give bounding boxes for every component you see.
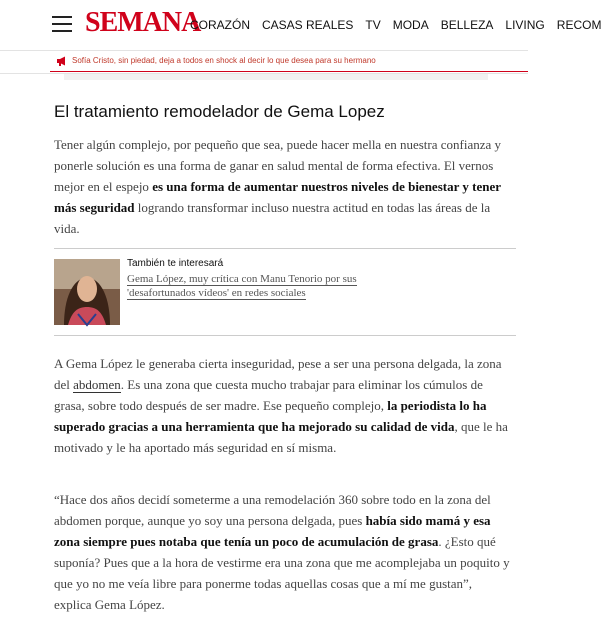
- top-header: [0, 0, 601, 51]
- nav-item-belleza[interactable]: BELLEZA: [440, 18, 494, 32]
- paragraph-bold: es una forma de aumentar nuestros niveles de bienestar y tener más seguridad: [54, 179, 501, 215]
- related-article-card[interactable]: [54, 248, 516, 336]
- nav-item-corazon[interactable]: CORAZÓN: [190, 18, 250, 32]
- related-label: También te interesará: [127, 258, 224, 269]
- nav-item-tv[interactable]: TV: [365, 18, 381, 32]
- nav-item-recom[interactable]: RECOM: [556, 18, 601, 32]
- paragraph-intro: [54, 134, 516, 239]
- paragraph-text: logrando transformar incluso nuestra actitud en todas las áreas de la vida.: [54, 200, 491, 236]
- paragraph-text: . ¿Esto qué suponía? Pues que a la hora de vestirme era una zona que me acomplejaba un poquito y que yo no me veía libre para ponerme todas aquellas cosas que a mí me gustan”, explica Gema López.: [54, 534, 510, 612]
- menu-icon[interactable]: [52, 16, 72, 32]
- paragraph-text: “Hace dos años decidí someterme a una remodelación 360 sobre todo en la zona del abdomen porque, aunque yo soy una persona delgada, pues: [54, 492, 491, 528]
- paragraph-text: . Es una zona que cuesta mucho trabajar para eliminar los cúmulos de grasa, sobre todo después de ser madre. Ese pequeño complejo,: [54, 377, 483, 413]
- megaphone-icon: [56, 56, 68, 66]
- paragraph-3: [54, 489, 510, 615]
- paragraph-text: , que le ha motivado y le ha aportado más seguridad en sí misma.: [54, 419, 508, 455]
- abdomen-link[interactable]: abdomen: [73, 377, 121, 392]
- portrait-image-icon: [54, 259, 120, 325]
- section-heading: El tratamiento remodelador de Gema Lopez: [54, 102, 385, 121]
- ad-placeholder: [64, 74, 488, 80]
- ticker-headline[interactable]: Sofía Cristo, sin piedad, deja a todos en shock al decir lo que desea para su hermano: [72, 56, 376, 65]
- breaking-ticker[interactable]: [0, 51, 528, 74]
- paragraph-bold: la periodista lo ha superado gracias a una herramienta que ha mejorado su calidad de vida: [54, 398, 487, 434]
- related-thumbnail[interactable]: [54, 259, 120, 325]
- article-body: [54, 100, 516, 239]
- paragraph-bold: había sido mamá y esa zona siempre pues notaba que tenía un poco de acumulación de grasa: [54, 513, 491, 549]
- main-nav: [190, 0, 601, 50]
- related-title[interactable]: [127, 272, 397, 300]
- nav-item-moda[interactable]: MODA: [392, 18, 429, 32]
- paragraph-text: Tener algún complejo, por pequeño que sea, puede hacer mella en nuestra confianza y ponerle solución es una forma de ganar en salud mental de forma efectiva. El vernos mejor en el espejo: [54, 137, 502, 194]
- related-title-link[interactable]: Gema López, muy crítica con Manu Tenorio por sus 'desafortunados vídeos' en redes sociales: [127, 273, 357, 299]
- nav-item-living[interactable]: LIVING: [505, 18, 545, 32]
- paragraph-text: A Gema López le generaba cierta inseguridad, pese a ser una persona delgada, la zona del: [54, 356, 502, 392]
- paragraph-2: [54, 353, 510, 458]
- site-logo[interactable]: SEMANA: [85, 7, 201, 38]
- nav-item-casas-reales[interactable]: CASAS REALES: [262, 18, 354, 32]
